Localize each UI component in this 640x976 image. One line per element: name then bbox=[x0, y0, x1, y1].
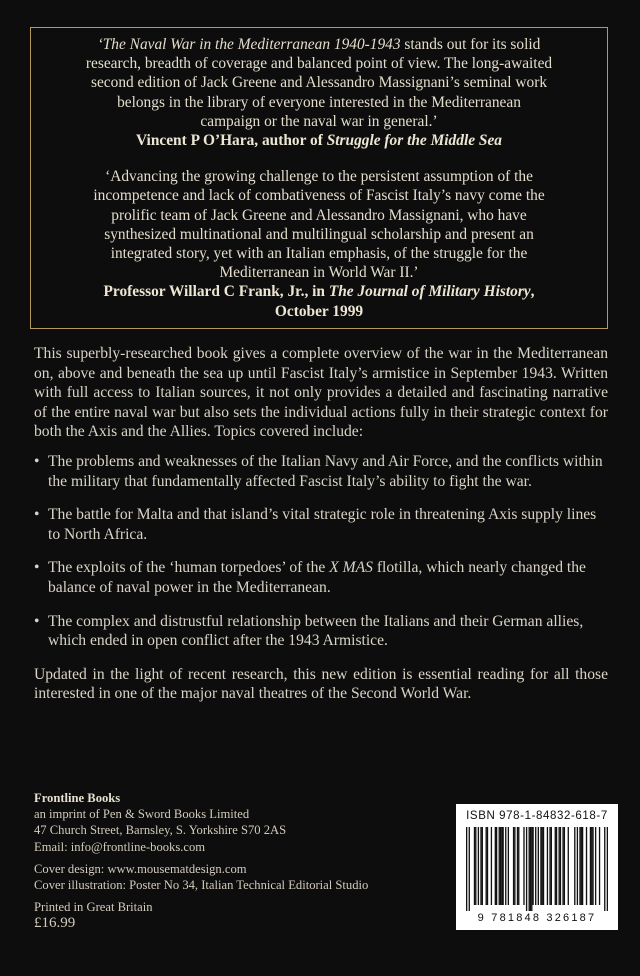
barcode-bar bbox=[560, 827, 561, 905]
barcode-bar bbox=[535, 827, 536, 905]
barcode-bar bbox=[556, 827, 557, 905]
barcode-bar bbox=[579, 827, 580, 905]
barcode-bar bbox=[469, 827, 470, 911]
review-quotes-box bbox=[30, 27, 608, 329]
barcode-bar bbox=[518, 827, 519, 905]
topic-item bbox=[34, 505, 608, 544]
barcode-bar bbox=[487, 827, 488, 905]
printed-in: Printed in Great Britain bbox=[34, 900, 153, 915]
topic-item bbox=[34, 452, 608, 491]
intro-paragraph: This superbly-researched book gives a complete overview of the war in the Mediterranean on, above and beneath the sea up until Fascist Italy’s armistice in September 1943. Written with full access to Italian sources, it not only provides a detailed and fascinating narrative of the entire naval war but also sets the individual actions fully in their strategic context for both the Axis and the Allies. Topics covered include: bbox=[34, 345, 608, 441]
barcode-bar bbox=[496, 827, 497, 905]
cover-illustration-credit: Cover illustration: Poster No 34, Italian Technical Editorial Studio bbox=[34, 878, 369, 893]
bullet-icon: • bbox=[34, 559, 40, 577]
barcode-bar bbox=[547, 827, 548, 905]
barcode-bar bbox=[543, 827, 544, 905]
publisher-email: Email: info@frontline-books.com bbox=[34, 839, 206, 854]
barcode-bar bbox=[592, 827, 593, 905]
barcode-bar bbox=[499, 827, 500, 905]
barcode-bar bbox=[505, 827, 506, 905]
bullet-icon: • bbox=[34, 506, 40, 524]
barcode-bar bbox=[526, 827, 527, 911]
barcode-bar bbox=[502, 827, 503, 905]
barcode-bar bbox=[591, 827, 592, 905]
quote-2-line-3: prolific team of Jack Greene and Alessandro Massignani, who have bbox=[111, 206, 527, 224]
publisher-imprint: an imprint of Pen & Sword Books Limited bbox=[34, 807, 250, 822]
topics-list bbox=[34, 452, 608, 651]
quote-2-attribution-2: October 1999 bbox=[274, 302, 364, 320]
review-quote-2 bbox=[45, 167, 593, 321]
barcode-bar bbox=[466, 827, 467, 911]
barcode-bars bbox=[466, 827, 608, 911]
barcode-bar bbox=[574, 827, 575, 905]
barcode-bar bbox=[604, 827, 605, 911]
barcode-bar bbox=[586, 827, 587, 905]
barcode-digits: 9 781848 326187 bbox=[477, 912, 597, 924]
price: £16.99 bbox=[34, 915, 76, 932]
quote-2-line-2: incompetence and lack of combativeness of Fascist Italy’s navy come the bbox=[93, 187, 545, 205]
quote-2-line-6: Mediterranean in World War II.’ bbox=[219, 264, 419, 282]
barcode-bar bbox=[607, 827, 608, 911]
barcode-bar bbox=[513, 827, 514, 905]
barcode-bar bbox=[549, 827, 550, 905]
barcode-bar bbox=[595, 827, 596, 905]
barcode-bar bbox=[482, 827, 483, 905]
barcode-bar bbox=[551, 827, 552, 905]
barcode-bar bbox=[480, 827, 481, 905]
barcode-bar bbox=[559, 827, 560, 905]
publisher-name: Frontline Books bbox=[34, 791, 121, 805]
cover-design-credit: Cover design: www.mousematdesign.com bbox=[34, 861, 247, 876]
topic-text: The battle for Malta and that island’s vital strategic role in threatening Axis supply lines to North Africa. bbox=[48, 506, 597, 543]
barcode-bar bbox=[501, 827, 502, 905]
topic-item bbox=[34, 612, 608, 651]
topic-item bbox=[34, 558, 608, 597]
barcode-bar bbox=[529, 827, 530, 911]
isbn-label: ISBN 978-1-84832-618-7 bbox=[466, 810, 608, 822]
barcode-bar bbox=[542, 827, 543, 905]
quote-1-line-5: campaign or the naval war in general.’ bbox=[200, 112, 438, 130]
barcode-bar bbox=[508, 827, 509, 905]
isbn-barcode bbox=[456, 804, 618, 930]
topic-text: The exploits of the ‘human torpedoes’ of the X MAS flotilla, which nearly changed the balance of naval power in the Mediterranean. bbox=[48, 559, 586, 596]
barcode-bar bbox=[582, 827, 583, 905]
quote-2-line-5: integrated story, yet with an Italian emphasis, of the struggle for the bbox=[110, 245, 528, 263]
topic-text: The problems and weaknesses of the Italian Navy and Air Force, and the conflicts within the military that fundamentally affected Fascist Italy’s ability to fight the war. bbox=[48, 452, 603, 490]
barcode-bar bbox=[562, 827, 563, 905]
barcode-bar bbox=[577, 827, 578, 905]
barcode-bar bbox=[555, 827, 556, 905]
barcode-bar bbox=[478, 827, 479, 905]
barcode-bar bbox=[475, 827, 476, 905]
barcode-bar bbox=[514, 827, 515, 905]
quote-1-attribution: Vincent P O’Hara, author of Struggle for the Middle Sea bbox=[136, 132, 502, 150]
barcode-bar bbox=[500, 827, 501, 905]
barcode-bar bbox=[568, 827, 569, 905]
quote-1-line-1: ‘The Naval War in the Mediterranean 1940-1943 stands out for its solid bbox=[97, 36, 541, 53]
barcode-bar bbox=[599, 827, 600, 905]
topic-text: The complex and distrustful relationship between the Italians and their German allies, which ended in open conflict after the 1943 Armistice. bbox=[48, 612, 584, 650]
blurb bbox=[34, 344, 608, 704]
quote-1-line-2: research, breadth of coverage and balanced point of view. The long-awaited bbox=[85, 55, 553, 73]
barcode-bar bbox=[564, 827, 565, 905]
barcode-bar bbox=[474, 827, 475, 905]
publisher-address: 47 Church Street, Barnsley, S. Yorkshire S70 2AS bbox=[34, 823, 287, 838]
barcode-bar bbox=[590, 827, 591, 905]
publisher-info bbox=[34, 790, 444, 932]
barcode-bar bbox=[531, 827, 532, 911]
barcode-bar bbox=[523, 827, 524, 905]
barcode-bar bbox=[538, 827, 539, 905]
barcode-bar bbox=[486, 827, 487, 905]
bullet-icon: • bbox=[34, 452, 40, 470]
quote-1-line-4: belongs in the library of everyone interested in the Mediterranean bbox=[117, 93, 521, 111]
review-quote-1 bbox=[45, 35, 593, 150]
barcode-bar bbox=[517, 827, 518, 905]
quote-2-line-1: ‘Advancing the growing challenge to the persistent assumption of the bbox=[105, 168, 533, 186]
quote-2-attribution-1: Professor Willard C Frank, Jr., in The Journal of Military History, bbox=[103, 283, 535, 301]
barcode-bar bbox=[540, 827, 541, 905]
barcode-bar bbox=[491, 827, 492, 905]
barcode-bar bbox=[581, 827, 582, 905]
quote-1-line-3: second edition of Jack Greene and Alessandro Massignani’s seminal work bbox=[90, 74, 548, 92]
closing-paragraph: Updated in the light of recent research, this new edition is essential reading for all those interested in one of the major naval theatres of the Second World War. bbox=[34, 665, 608, 703]
barcode-bar bbox=[530, 827, 531, 911]
quote-2-line-4: synthesized multinational and multilingual scholarship and present an bbox=[104, 225, 534, 243]
bullet-icon: • bbox=[34, 612, 40, 630]
barcode-bar bbox=[495, 827, 496, 905]
barcode-bar bbox=[532, 827, 533, 905]
